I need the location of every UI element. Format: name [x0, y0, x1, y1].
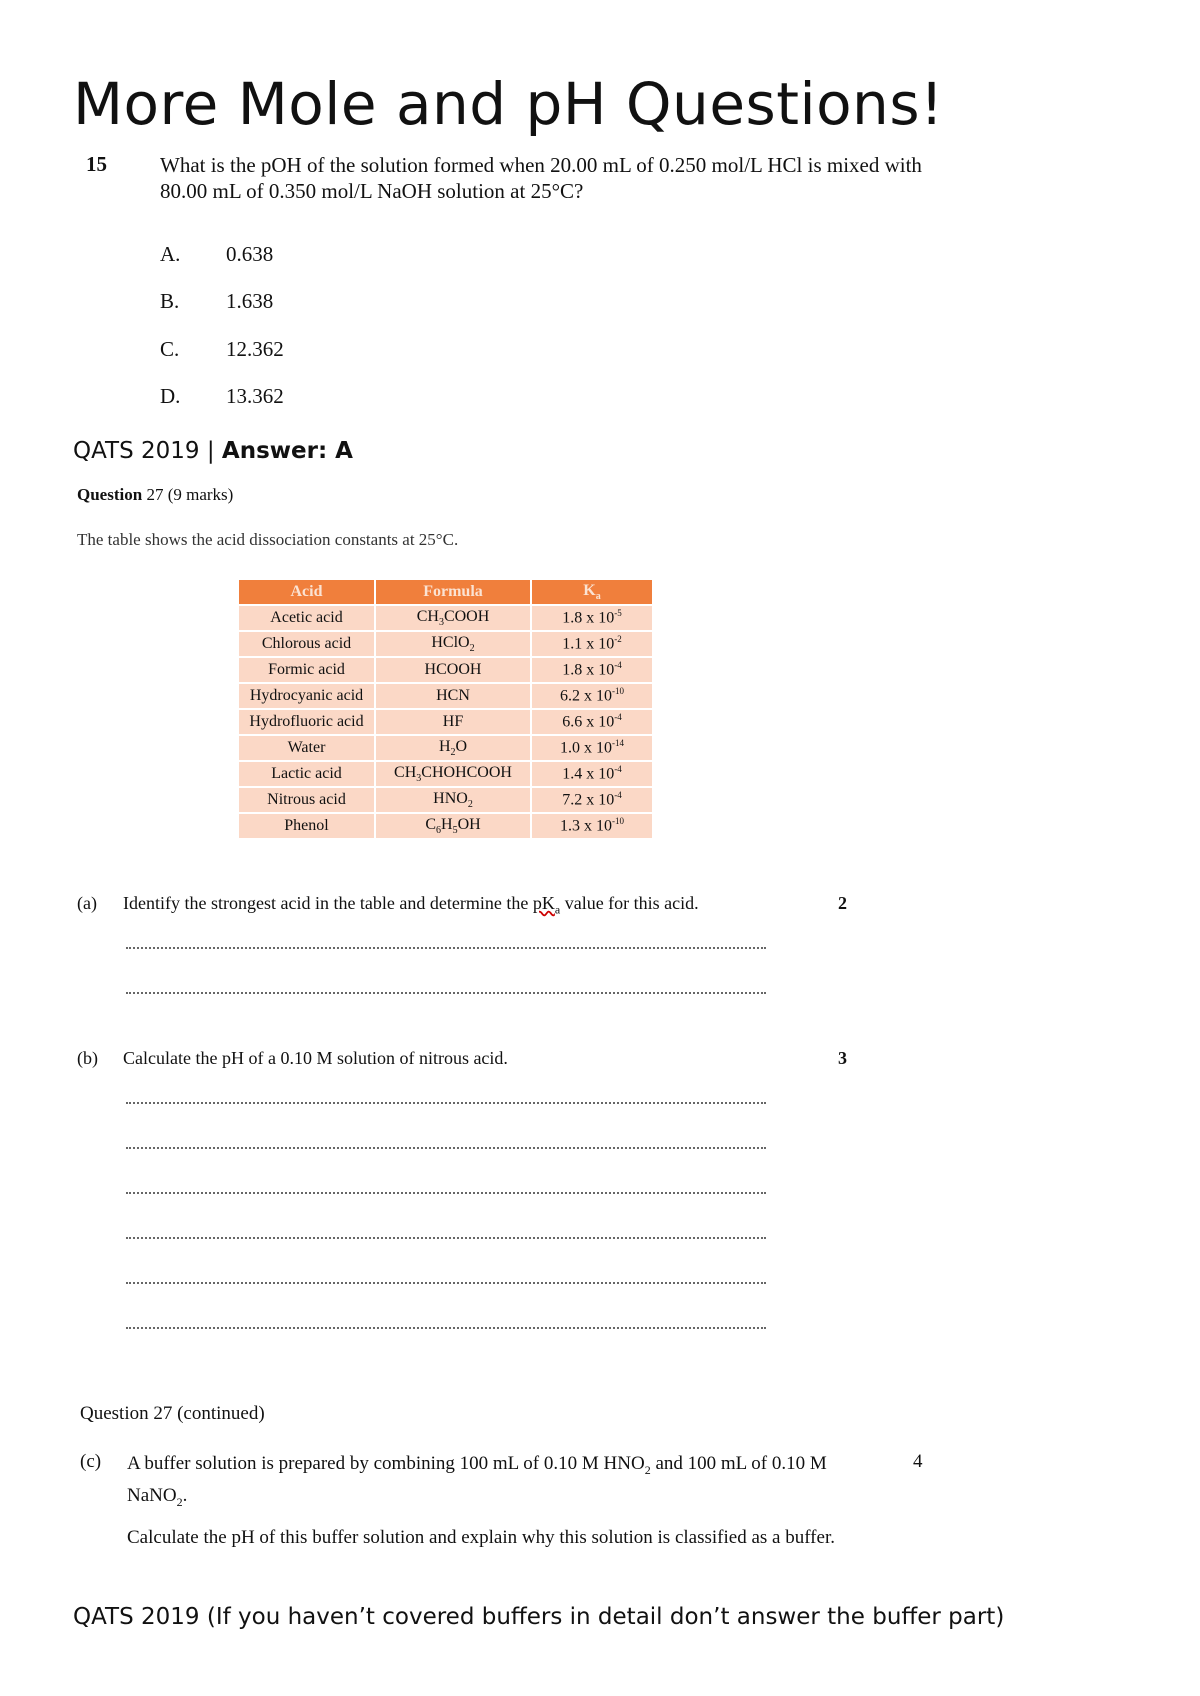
question-27-heading	[77, 485, 233, 505]
part-b-label: (b)	[77, 1048, 98, 1068]
table-row	[239, 657, 652, 683]
formula-cell: $H_2O$	[375, 735, 531, 761]
ka-cell: 1.3 x $10^{-10}$	[531, 813, 652, 838]
formula-cell: HCOOH	[375, 657, 531, 683]
acid-name-cell: Acetic acid	[239, 605, 375, 631]
answer-text: Answer: A	[221, 438, 353, 464]
question-number: 15	[86, 152, 107, 176]
header-formula: Formula	[375, 580, 531, 605]
table-row	[239, 813, 652, 838]
part-a-label: (a)	[77, 893, 97, 913]
table-row	[239, 787, 652, 813]
answer-line-dots[interactable]	[126, 1327, 766, 1329]
answer-line	[73, 438, 353, 464]
acid-name-cell: Formic acid	[239, 657, 375, 683]
part-c-label: (c)	[80, 1451, 102, 1472]
option-letter: C.	[160, 337, 180, 361]
formula-cell: $C_6H_5OH$	[375, 813, 531, 838]
answer-line-dots[interactable]	[126, 1237, 766, 1239]
formula-cell: HClO$_2$	[375, 631, 531, 657]
part-a-text: Identify the strongest acid in the table and determine the $pK_a$ value for this acid.	[123, 893, 699, 917]
table-row	[239, 631, 652, 657]
part-c-marks: 4	[913, 1451, 923, 1472]
option-letter: B.	[160, 289, 180, 313]
ka-cell: 1.0 x $10^{-14}$	[531, 735, 652, 761]
option-letter: D.	[160, 384, 181, 408]
formula-cell: $CH_3COOH$	[375, 605, 531, 631]
acid-name-cell: Hydrocyanic acid	[239, 683, 375, 709]
answer-line-dots[interactable]	[126, 1102, 766, 1104]
table-row	[239, 735, 652, 761]
table-intro: The table shows the acid dissociation constants at 25°C.	[77, 530, 459, 549]
ka-cell: 6.6 x $10^{-4}$	[531, 709, 652, 735]
option-value: 0.638	[226, 242, 274, 266]
answer-line-dots[interactable]	[126, 947, 766, 949]
acid-name-cell: Chlorous acid	[239, 631, 375, 657]
ka-cell: 1.8 x $10^{-5}$	[531, 605, 652, 631]
ka-cell: 7.2 x $10^{-4}$	[531, 787, 652, 813]
answer-line-dots[interactable]	[126, 1282, 766, 1284]
answer-source: QATS 2019 |	[73, 438, 222, 464]
part-c-instruction: Calculate the pH of this buffer solution and explain why this solution is classified as a buffer.	[127, 1527, 835, 1548]
acid-name-cell: Water	[239, 735, 375, 761]
formula-cell: $CH_3CHOHCOOH$	[375, 761, 531, 787]
acid-name-cell: Phenol	[239, 813, 375, 838]
table-row	[239, 605, 652, 631]
answer-line-dots[interactable]	[126, 992, 766, 994]
answer-line-dots[interactable]	[126, 1192, 766, 1194]
ka-cell: 6.2 x $10^{-10}$	[531, 683, 652, 709]
part-b-marks: 3	[838, 1048, 847, 1068]
part-c-text: A buffer solution is prepared by combining 100 mL of 0.10 M $HNO_2$ and 100 mL of 0.10 M NaNO$_2$.	[127, 1453, 827, 1509]
header-acid: Acid	[239, 580, 375, 605]
acid-dissociation-table	[239, 580, 652, 838]
formula-cell: HCN	[375, 683, 531, 709]
table-row	[239, 761, 652, 787]
ka-cell: 1.8 x $10^{-4}$	[531, 657, 652, 683]
acid-name-cell: Lactic acid	[239, 761, 375, 787]
footer-note: QATS 2019 (If you haven’t covered buffers in detail don’t answer the buffer part)	[73, 1604, 1005, 1630]
table-header-row	[239, 580, 652, 605]
ka-cell: 1.4 x $10^{-4}$	[531, 761, 652, 787]
continued-heading: Question 27 (continued)	[80, 1403, 265, 1424]
question-text: What is the pOH of the solution formed when 20.00 mL of 0.250 mol/L HCl is mixed with 80.00 mL of 0.350 mol/L NaOH solution at 25°C?	[160, 153, 922, 203]
part-b-text: Calculate the pH of a 0.10 M solution of nitrous acid.	[123, 1048, 508, 1068]
part-a-marks: 2	[838, 893, 847, 913]
option-letter: A.	[160, 242, 181, 266]
page-title: More Mole and pH Questions!	[73, 70, 944, 138]
question-word: Question	[77, 485, 143, 504]
ka-cell: 1.1 x $10^{-2}$	[531, 631, 652, 657]
formula-cell: HF	[375, 709, 531, 735]
question-marks: 27 (9 marks)	[142, 485, 234, 504]
option-value: 12.362	[226, 337, 284, 361]
acid-name-cell: Nitrous acid	[239, 787, 375, 813]
header-ka: $K_a$	[531, 580, 652, 605]
answer-line-dots[interactable]	[126, 1147, 766, 1149]
formula-cell: $HNO_2$	[375, 787, 531, 813]
option-value: 13.362	[226, 384, 284, 408]
acid-name-cell: Hydrofluoric acid	[239, 709, 375, 735]
table-body	[239, 605, 652, 838]
table-row	[239, 683, 652, 709]
option-value: 1.638	[226, 289, 274, 313]
table-row	[239, 709, 652, 735]
